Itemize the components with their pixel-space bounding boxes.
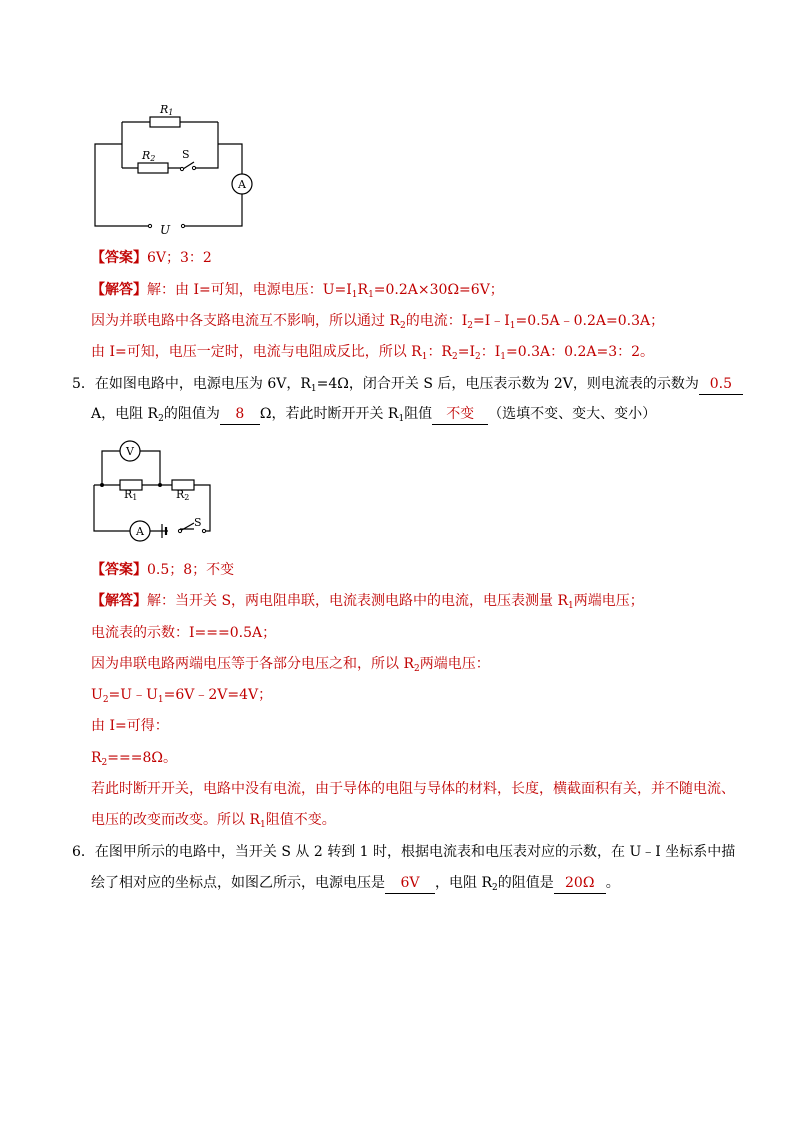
analysis-5-line-6: $R_2===8\Omega$。 [91, 750, 177, 768]
blank-resistance: 8 [220, 404, 260, 425]
analysis-5-line-5: 由 I=可得： [91, 718, 169, 734]
analysis-5-line-7: 若此时断开开关，电路中没有电流，由于导体的电阻与导体的材料，长度，横截面积有关，并不随电流、 [91, 781, 735, 797]
question-6-line-1: 6．在图甲所示的电路中，当开关 S 从 2 转到 1 时，根据电流表和电压表对应的示数，在 U﹣I 坐标系中描 [72, 844, 736, 860]
analysis-5-line-4: $U_2=U﹣U_1=6V﹣2V=4V$； [91, 687, 273, 705]
blank-change: 不变 [432, 404, 488, 425]
switch-s [180, 523, 194, 531]
label-u: U [160, 223, 171, 237]
question-5-line-1: 5．在如图电路中，电源电压为 6V，$R_1=4\Omega$，闭合开关 S 后，电压表示数为 2V，则电流表的示数为 0.5 [72, 374, 743, 395]
resistor-r2 [138, 163, 168, 173]
analysis-4-line-1: 【解答】解：由 I=可知，电源电压：$U=I_1R_1=0.2A\times 30\Omega=6V$； [91, 282, 504, 300]
question-6-line-2: 绘了相对应的坐标点，如图乙所示，电源电压是 6V ，电阻 $R_2$的阻值是 20Ω 。 [91, 875, 620, 893]
label-r2: R2 [142, 149, 156, 163]
circuit-diagram-parallel [90, 100, 260, 240]
resistor-r1 [150, 117, 180, 127]
analysis-4-line-2: 因为并联电路中各支路电流互不影响，所以通过 $R_2$的电流：$I_2=I﹣I_1=0.5A﹣0.2A=0.3A$； [91, 313, 665, 331]
blank-r2: 20Ω [554, 873, 606, 894]
label-a: A [238, 178, 246, 191]
question-5-line-2: A，电阻 $R_2$的阻值为 8 Ω，若此时断开开关 $R_1$阻值 不变 （选填不变、变大、变小） [91, 406, 657, 424]
label-r1: R1 [160, 103, 174, 117]
blank-current: 0.5 [699, 374, 743, 395]
analysis-5-line-8: 电压的改变而改变。所以 $R_1$阻值不变。 [91, 812, 336, 830]
analysis-4-line-3: 由 I=可知，电压一定时，电流与电阻成反比，所以 $R_1$：$R_2=I_2$：$I_1=0.3A$：0.2A=3：2。 [91, 344, 655, 362]
answer-5: 【答案】0.5；8；不变 [91, 562, 235, 578]
answer-4: 【答案】6V；3：2 [91, 250, 212, 266]
label-r2: R2 [176, 488, 190, 502]
analysis-5-line-3: 因为串联电路两端电压等于各部分电压之和，所以 $R_2$两端电压： [91, 656, 490, 674]
label-s: S [194, 516, 202, 529]
analysis-5-line-2: 电流表的示数：I===0.5A； [91, 625, 277, 641]
blank-voltage: 6V [385, 873, 435, 894]
circuit-diagram-series [90, 435, 220, 545]
label-v: V [126, 445, 134, 458]
label-s: S [182, 148, 190, 161]
label-r1: R1 [124, 488, 138, 502]
analysis-5-line-1: 【解答】解：当开关 S，两电阻串联，电流表测电路中的电流，电压表测量 $R_1$两端电压； [91, 593, 644, 611]
label-a: A [136, 525, 144, 538]
